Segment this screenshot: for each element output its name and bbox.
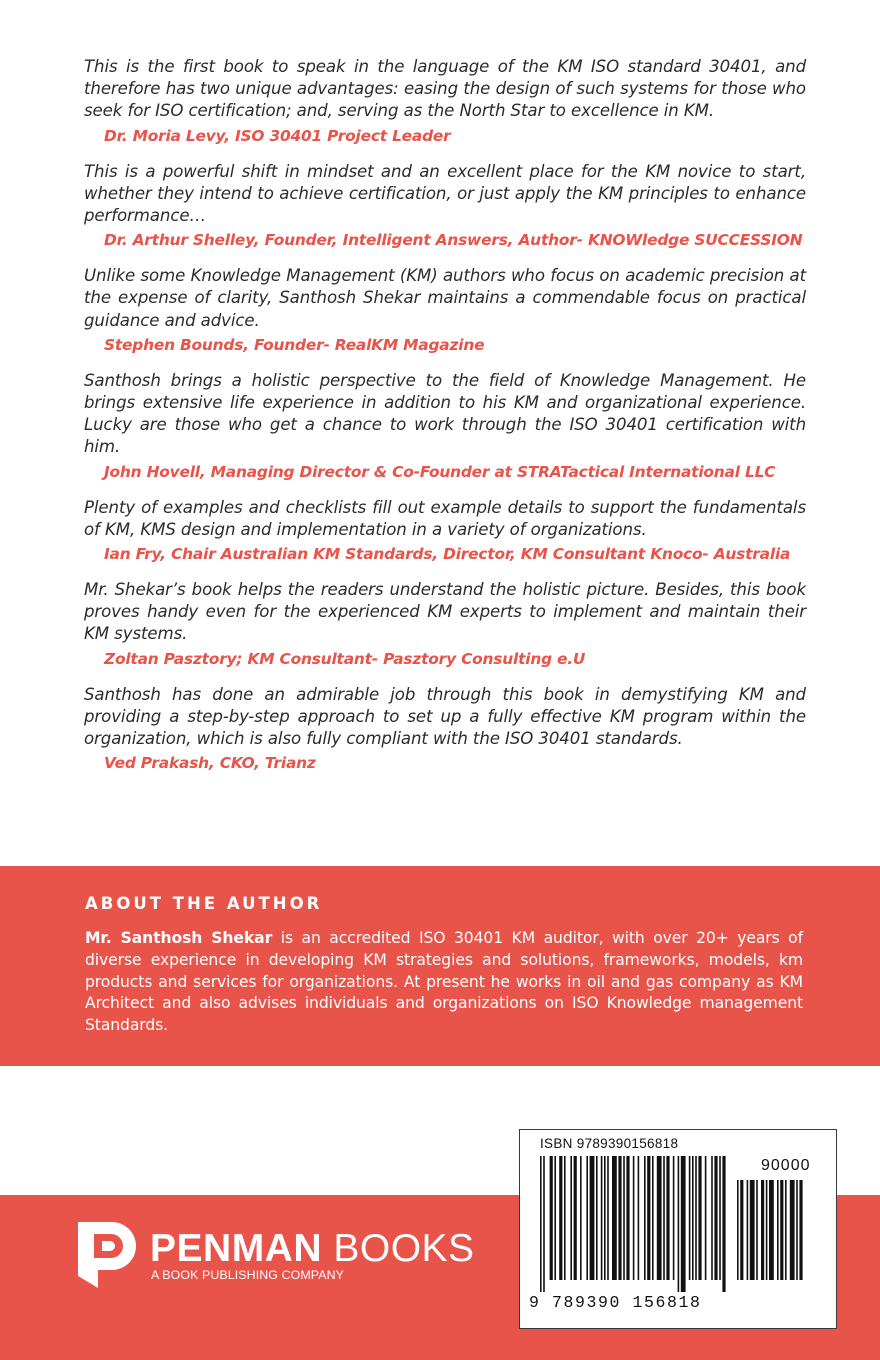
barcode-bar (796, 1180, 798, 1280)
barcode-bar (666, 1156, 669, 1280)
barcode-bar (554, 1156, 556, 1280)
barcode-bar (766, 1180, 768, 1280)
barcode-bar (626, 1156, 629, 1280)
barcode-bar (714, 1156, 717, 1280)
barcode-bar (698, 1156, 701, 1280)
review-quote: Santhosh has done an admirable job through this book in demystifying KM and providing a step-by-step approach to set up a fully effective KM program within the organization, which is also fully compliant with the ISO 30401 standards. (84, 684, 806, 749)
barcode-bar (756, 1180, 758, 1280)
barcode-bar (692, 1156, 694, 1280)
barcode-bar (780, 1180, 783, 1280)
barcode-bar (652, 1156, 654, 1280)
barcode-bar (647, 1156, 650, 1280)
barcode-bar (790, 1180, 795, 1280)
barcode-bar (695, 1156, 697, 1280)
barcode-bar (590, 1156, 595, 1280)
review-attribution: John Hovell, Managing Director & Co-Founder at STRATactical International LLC (104, 462, 776, 481)
barcode-bar (550, 1156, 553, 1280)
about-heading: ABOUT THE AUTHOR (85, 894, 323, 913)
barcode-bar (747, 1180, 749, 1280)
barcode-digits: 9 789390 156818 (529, 1293, 702, 1312)
barcode-bar (644, 1156, 646, 1280)
barcode-bar (722, 1156, 725, 1292)
review-item (84, 370, 806, 482)
barcode-bar (740, 1180, 743, 1280)
barcode-bar (612, 1156, 617, 1280)
barcode-bar (799, 1180, 802, 1280)
reviews-section (84, 56, 806, 788)
price-code: 90000 (761, 1157, 811, 1174)
barcode-bar (580, 1156, 582, 1280)
isbn-barcode (519, 1129, 837, 1329)
barcode-bar (564, 1156, 566, 1280)
review-attribution: Ved Prakash, CKO, Trianz (104, 754, 316, 773)
barcode-bars-main (540, 1156, 732, 1292)
review-attribution: Zoltan Pasztory; KM Consultant- Pasztory Consulting e.U (104, 649, 586, 668)
author-bio: is an accredited ISO 30401 KM auditor, with over 20+ years of diverse experience in developing KM strategies and solutions, frameworks, models, km products and services for organizations. At present he works in oil and gas company as KM Architect and also advises individuals and organizations on ISO Knowledge management Standards. (85, 929, 803, 1035)
barcode-bar (777, 1180, 779, 1280)
about-author-band (0, 866, 880, 1066)
publisher-name-light: BOOKS (322, 1227, 475, 1270)
barcode-bar (737, 1180, 739, 1280)
barcode-bar (601, 1156, 603, 1280)
review-item (84, 497, 806, 564)
review-quote: Santhosh brings a holistic perspective to the field of Knowledge Management. He brings extensive life experience in addition to his KM and organizational experience. Lucky are those who get a chance to work through the ISO 30401 certification with him. (84, 370, 806, 457)
review-quote: This is a powerful shift in mindset and an excellent place for the KM novice to start, whether they intend to achieve certification, or just apply the KM principles to enhance performance… (84, 161, 806, 226)
barcode-bar (543, 1156, 545, 1292)
review-quote: Unlike some Knowledge Management (KM) authors who focus on academic precision at the expense of clarity, Santhosh Shekar maintains a commendable focus on practical guidance and advice. (84, 266, 806, 330)
barcode-bar (711, 1156, 713, 1280)
review-attribution: Dr. Arthur Shelley, Founder, Intelligent Answers, Author- KNOWledge SUCCESSION (104, 231, 803, 250)
barcode-bar (678, 1156, 680, 1292)
review-quote: Mr. Shekar’s book helps the readers understand the holistic picture. Besides, this book proves handy even for the experienced KM experts to implement and maintain their KM systems. (84, 580, 806, 644)
barcode-bar (638, 1156, 640, 1280)
barcode-bar (586, 1156, 588, 1280)
barcode-bar (623, 1156, 625, 1280)
review-item (84, 265, 806, 355)
barcode-bar (633, 1156, 635, 1280)
review-quote: This is the first book to speak in the language of the KM ISO standard 30401, and therefore has two unique advantages: easing the design of such systems for those who seek for ISO certification; and, serving as the North Star to excellence in KM. (84, 57, 806, 121)
review-item (84, 56, 806, 146)
barcode-bar (604, 1156, 606, 1280)
about-text (85, 928, 803, 1037)
barcode-bar (596, 1156, 598, 1280)
review-quote: Plenty of examples and checklists fill out example details to support the fundamentals of KM, KMS design and implementation in a variety of organizations. (84, 497, 806, 539)
barcode-bar (540, 1156, 542, 1292)
barcode-bar (618, 1156, 621, 1280)
barcode-bar (657, 1156, 662, 1280)
barcode-bar (761, 1180, 764, 1280)
barcode-bar (681, 1156, 686, 1292)
barcode-bar (570, 1156, 572, 1280)
publisher-tagline: A BOOK PUBLISHING COMPANY (151, 1268, 344, 1282)
barcode-bars-addon (737, 1180, 815, 1292)
isbn-label: ISBN 9789390156818 (540, 1136, 679, 1151)
barcode-bar (689, 1156, 691, 1280)
publisher-name-bold: PENMAN (150, 1227, 323, 1270)
barcode-bar (705, 1156, 707, 1280)
review-item (84, 684, 806, 774)
barcode-bar (607, 1156, 609, 1280)
barcode-bar (719, 1156, 721, 1280)
author-name: Mr. Santhosh Shekar (85, 929, 273, 947)
review-attribution: Ian Fry, Chair Australian KM Standards, Director, KM Consultant Knoco- Australia (104, 545, 791, 564)
review-attribution: Dr. Moria Levy, ISO 30401 Project Leader (104, 126, 451, 145)
publisher-name (150, 1228, 475, 1270)
penman-p-logo-icon (78, 1222, 136, 1288)
barcode-bar (663, 1156, 665, 1280)
barcode-bar (750, 1180, 755, 1280)
barcode-bar (574, 1156, 577, 1280)
barcode-bar (785, 1180, 787, 1280)
barcode-bar (769, 1180, 774, 1280)
barcode-bar (673, 1156, 675, 1280)
review-attribution: Stephen Bounds, Founder- RealKM Magazine (104, 335, 485, 354)
barcode-bar (559, 1156, 562, 1280)
review-item (84, 579, 806, 669)
review-item (84, 161, 806, 251)
